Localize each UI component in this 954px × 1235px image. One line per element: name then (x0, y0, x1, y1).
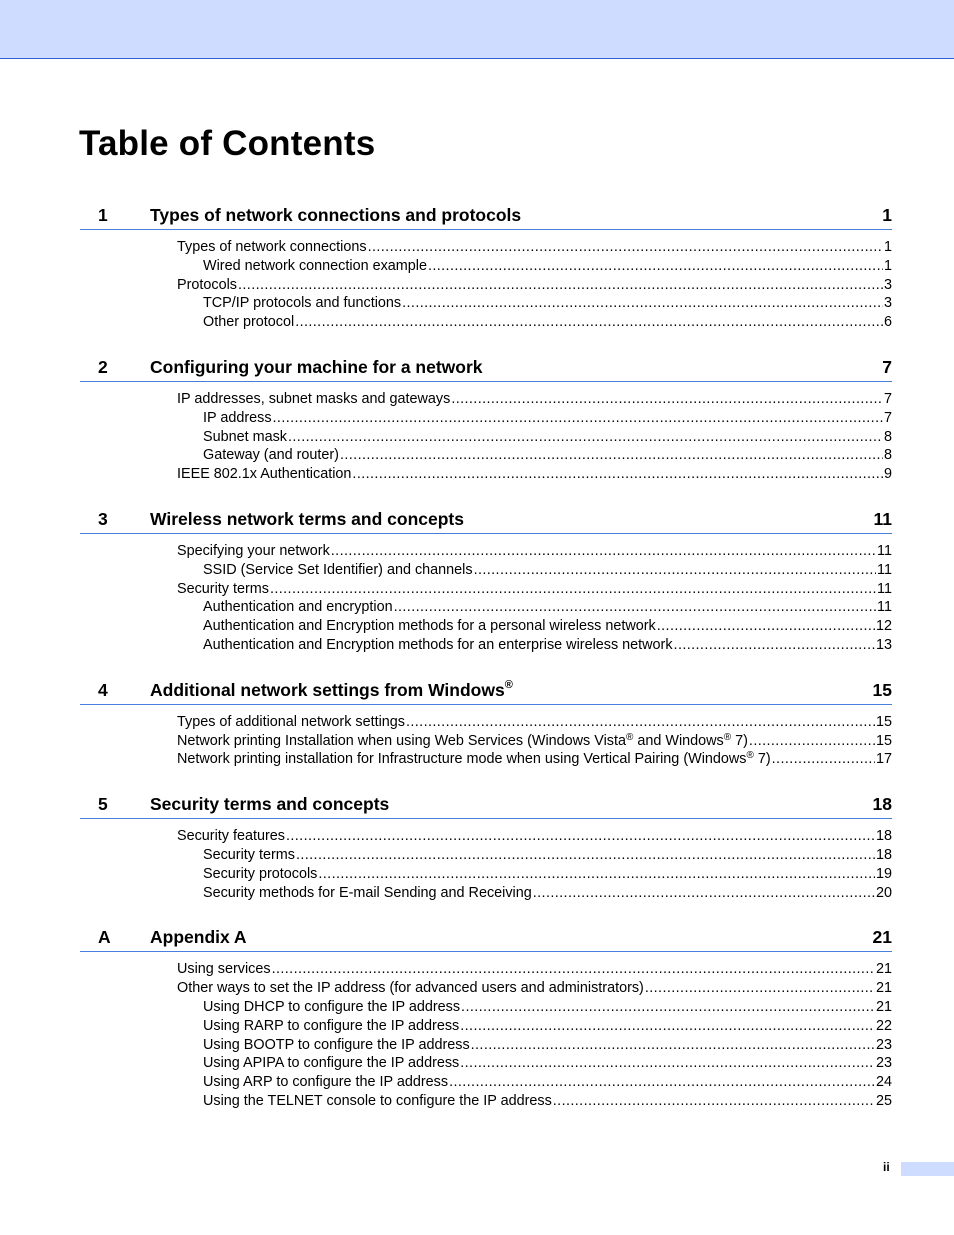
toc-entry[interactable] (177, 960, 892, 979)
toc-entry-page: 23 (875, 1055, 892, 1072)
toc-entry-page: 20 (875, 884, 892, 901)
toc-entry-page: 18 (875, 846, 892, 863)
toc-entry-text: Using RARP to configure the IP address (203, 1017, 460, 1034)
toc-entry-page: 19 (875, 865, 892, 882)
chapter-title: Security terms and concepts (150, 794, 390, 815)
chapter-title (150, 680, 513, 701)
leader-dots (368, 238, 883, 257)
toc-entry[interactable] (203, 1092, 892, 1111)
leader-dots (428, 257, 883, 276)
toc-entry-text: Using ARP to configure the IP address (203, 1074, 449, 1091)
toc-chapter (80, 787, 892, 902)
toc-entry-page: 3 (883, 295, 892, 312)
toc-entry-page: 7 (883, 390, 892, 407)
toc-entry[interactable] (203, 257, 892, 276)
toc-entry-text-part: and Windows (633, 732, 724, 749)
page-title: Table of Contents (79, 124, 376, 163)
toc-entry[interactable] (177, 465, 892, 484)
toc-entry-page: 11 (877, 561, 892, 578)
toc-entry-page: 21 (875, 980, 892, 997)
toc-chapter (80, 350, 892, 484)
chapter-page: 1 (882, 205, 892, 225)
toc-chapter (80, 673, 892, 769)
toc-entry-text (177, 732, 748, 751)
toc-entry[interactable] (177, 238, 892, 257)
toc-entry-page: 17 (875, 751, 892, 768)
toc-entry-page: 1 (883, 257, 892, 274)
toc-entry-text: Protocols (177, 276, 237, 293)
toc-entry-text: SSID (Service Set Identifier) and channels (203, 561, 473, 578)
leader-dots (460, 1054, 875, 1073)
toc-chapter (80, 502, 892, 655)
leader-dots (273, 409, 883, 428)
chapter-title: Configuring your machine for a network (150, 356, 483, 377)
toc-entry[interactable] (177, 580, 892, 599)
toc-chapter (80, 198, 892, 332)
toc-entry-page: 9 (883, 466, 892, 483)
leader-dots (460, 1017, 875, 1036)
chapter-page: 11 (873, 508, 892, 529)
toc-entry-text: Authentication and Encryption methods for a personal wireless network (203, 618, 656, 635)
toc-entry-text-part: 7) (731, 732, 748, 749)
toc-entry-text: Using DHCP to configure the IP address (203, 998, 461, 1015)
leader-dots (402, 294, 883, 313)
leader-dots (749, 732, 875, 751)
leader-dots (318, 865, 875, 884)
registered-mark: ® (625, 731, 634, 743)
chapter-number: 2 (98, 356, 108, 377)
toc-entry-text: TCP/IP protocols and functions (203, 295, 402, 312)
toc-entry-page: 24 (875, 1074, 892, 1091)
toc-entry[interactable] (203, 598, 892, 617)
toc (80, 198, 892, 1129)
leader-dots (461, 998, 875, 1017)
leader-dots (272, 960, 875, 979)
toc-entry-page: 12 (875, 618, 892, 635)
toc-entry-text: Using APIPA to configure the IP address (203, 1055, 460, 1072)
toc-entry-page: 6 (883, 314, 892, 331)
toc-entry[interactable] (203, 1017, 892, 1036)
toc-entry[interactable] (177, 732, 892, 751)
toc-entry-page: 11 (877, 542, 892, 559)
chapter-title-text: Additional network settings from Windows (150, 679, 505, 700)
toc-entry[interactable] (203, 446, 892, 465)
chapter-title: Appendix A (150, 927, 247, 948)
toc-entry[interactable] (203, 998, 892, 1017)
toc-entry-text: Types of additional network settings (177, 713, 405, 730)
leader-dots (533, 884, 875, 903)
toc-entry[interactable] (177, 827, 892, 846)
chapter-heading[interactable] (80, 350, 892, 382)
toc-entry[interactable] (203, 617, 892, 636)
chapter-title: Wireless network terms and concepts (150, 508, 464, 529)
toc-entry-text: Gateway (and router) (203, 447, 339, 464)
toc-entry-text: Using services (177, 961, 271, 978)
chapter-page: 7 (882, 356, 892, 377)
chapter-heading[interactable] (80, 502, 892, 534)
toc-entry-page: 8 (883, 447, 892, 464)
toc-entry-page: 11 (877, 580, 892, 597)
toc-entry[interactable] (203, 409, 892, 428)
leader-dots (394, 598, 876, 617)
toc-entry-text: Security methods for E-mail Sending and Receiving (203, 884, 532, 901)
chapter-page: 15 (872, 679, 892, 700)
leader-dots (296, 846, 875, 865)
header-band (0, 0, 954, 59)
toc-entry-text: Using the TELNET console to configure the IP address (203, 1092, 552, 1109)
chapter-page: 18 (872, 794, 892, 815)
toc-entry-text: Subnet mask (203, 428, 287, 445)
toc-entry[interactable] (203, 865, 892, 884)
chapter-number: 1 (98, 205, 108, 225)
leader-dots (238, 276, 883, 295)
toc-entry[interactable] (203, 884, 892, 903)
toc-entry-page: 18 (875, 828, 892, 845)
leader-dots (471, 1036, 875, 1055)
toc-entry-text: Other ways to set the IP address (for advanced users and administrators) (177, 980, 644, 997)
toc-entry-text: Security terms (203, 846, 295, 863)
toc-entry-text: Security terms (177, 580, 269, 597)
toc-entry-text: Authentication and Encryption methods for an enterprise wireless network (203, 636, 673, 653)
toc-entry-page: 21 (875, 961, 892, 978)
footer-tab (901, 1162, 954, 1176)
leader-dots (772, 750, 875, 769)
toc-entry-page: 25 (875, 1092, 892, 1109)
chapter-number: A (98, 927, 111, 948)
toc-entry-text: Security protocols (203, 865, 318, 882)
page-number: ii (883, 1160, 890, 1174)
leader-dots (270, 580, 876, 599)
registered-mark: ® (723, 731, 732, 743)
toc-entry[interactable] (203, 294, 892, 313)
toc-entry-page: 22 (875, 1017, 892, 1034)
toc-entry[interactable] (177, 390, 892, 409)
toc-entry[interactable] (203, 428, 892, 447)
chapter-heading[interactable] (80, 920, 892, 952)
toc-entry[interactable] (203, 1036, 892, 1055)
leader-dots (295, 313, 883, 332)
toc-entry-text: IP addresses, subnet masks and gateways (177, 390, 451, 407)
chapter-title: Types of network connections and protocols (150, 205, 522, 225)
leader-dots (352, 465, 883, 484)
toc-entry-page: 11 (877, 599, 892, 616)
toc-entry-text: IP address (203, 409, 272, 426)
toc-entry-page: 8 (883, 428, 892, 445)
leader-dots (406, 713, 875, 732)
toc-entry-text: IEEE 802.1x Authentication (177, 466, 352, 483)
toc-entry[interactable] (203, 561, 892, 580)
toc-entry-text: Using BOOTP to configure the IP address (203, 1036, 470, 1053)
toc-entry-text: Types of network connections (177, 239, 367, 255)
toc-entry-text-part: 7) (753, 751, 771, 768)
leader-dots (340, 446, 883, 465)
chapter-number: 3 (98, 508, 108, 529)
toc-entry-page: 23 (875, 1036, 892, 1053)
leader-dots (331, 542, 876, 561)
toc-entry-page: 15 (875, 732, 892, 749)
toc-entry[interactable] (177, 750, 892, 769)
toc-entry[interactable] (203, 313, 892, 332)
toc-entry[interactable] (177, 979, 892, 998)
chapter-page: 21 (872, 927, 892, 948)
toc-entry-page: 3 (883, 276, 892, 293)
toc-entry-text-part: Network printing installation for Infrastructure mode when using Vertical Pairing (Windows (177, 751, 747, 768)
leader-dots (286, 827, 875, 846)
toc-entry[interactable] (177, 542, 892, 561)
toc-entry[interactable] (203, 636, 892, 655)
leader-dots (657, 617, 875, 636)
toc-entry-text: Other protocol (203, 314, 295, 331)
registered-mark: ® (504, 678, 513, 691)
toc-entry[interactable] (177, 713, 892, 732)
chapter-number: 5 (98, 794, 108, 815)
leader-dots (474, 561, 876, 580)
toc-entry-text-part: Network printing Installation when using Web Services (Windows Vista (177, 732, 626, 749)
toc-entry-page: 15 (875, 713, 892, 730)
leader-dots (553, 1092, 875, 1111)
toc-chapter (80, 920, 892, 1110)
leader-dots (645, 979, 875, 998)
toc-entry-text: Specifying your network (177, 542, 330, 559)
leader-dots (449, 1073, 875, 1092)
toc-entry-text (177, 750, 771, 769)
toc-entry-page: 21 (875, 998, 892, 1015)
chapter-heading[interactable] (80, 673, 892, 705)
toc-entry[interactable] (203, 1073, 892, 1092)
toc-entry-page: 1 (883, 239, 892, 255)
toc-entry-text: Security features (177, 828, 285, 845)
chapter-number: 4 (98, 679, 108, 700)
toc-entry[interactable] (203, 846, 892, 865)
toc-entry-page: 7 (883, 409, 892, 426)
leader-dots (674, 636, 875, 655)
chapter-heading[interactable] (80, 787, 892, 819)
registered-mark: ® (746, 750, 754, 762)
toc-entry-text: Wired network connection example (203, 257, 427, 274)
leader-dots (288, 428, 883, 447)
chapter-heading[interactable] (80, 198, 892, 230)
toc-entry-page: 13 (875, 636, 892, 653)
toc-entry[interactable] (203, 1054, 892, 1073)
leader-dots (451, 390, 883, 409)
toc-entry-text: Authentication and encryption (203, 599, 393, 616)
toc-entry[interactable] (177, 276, 892, 295)
